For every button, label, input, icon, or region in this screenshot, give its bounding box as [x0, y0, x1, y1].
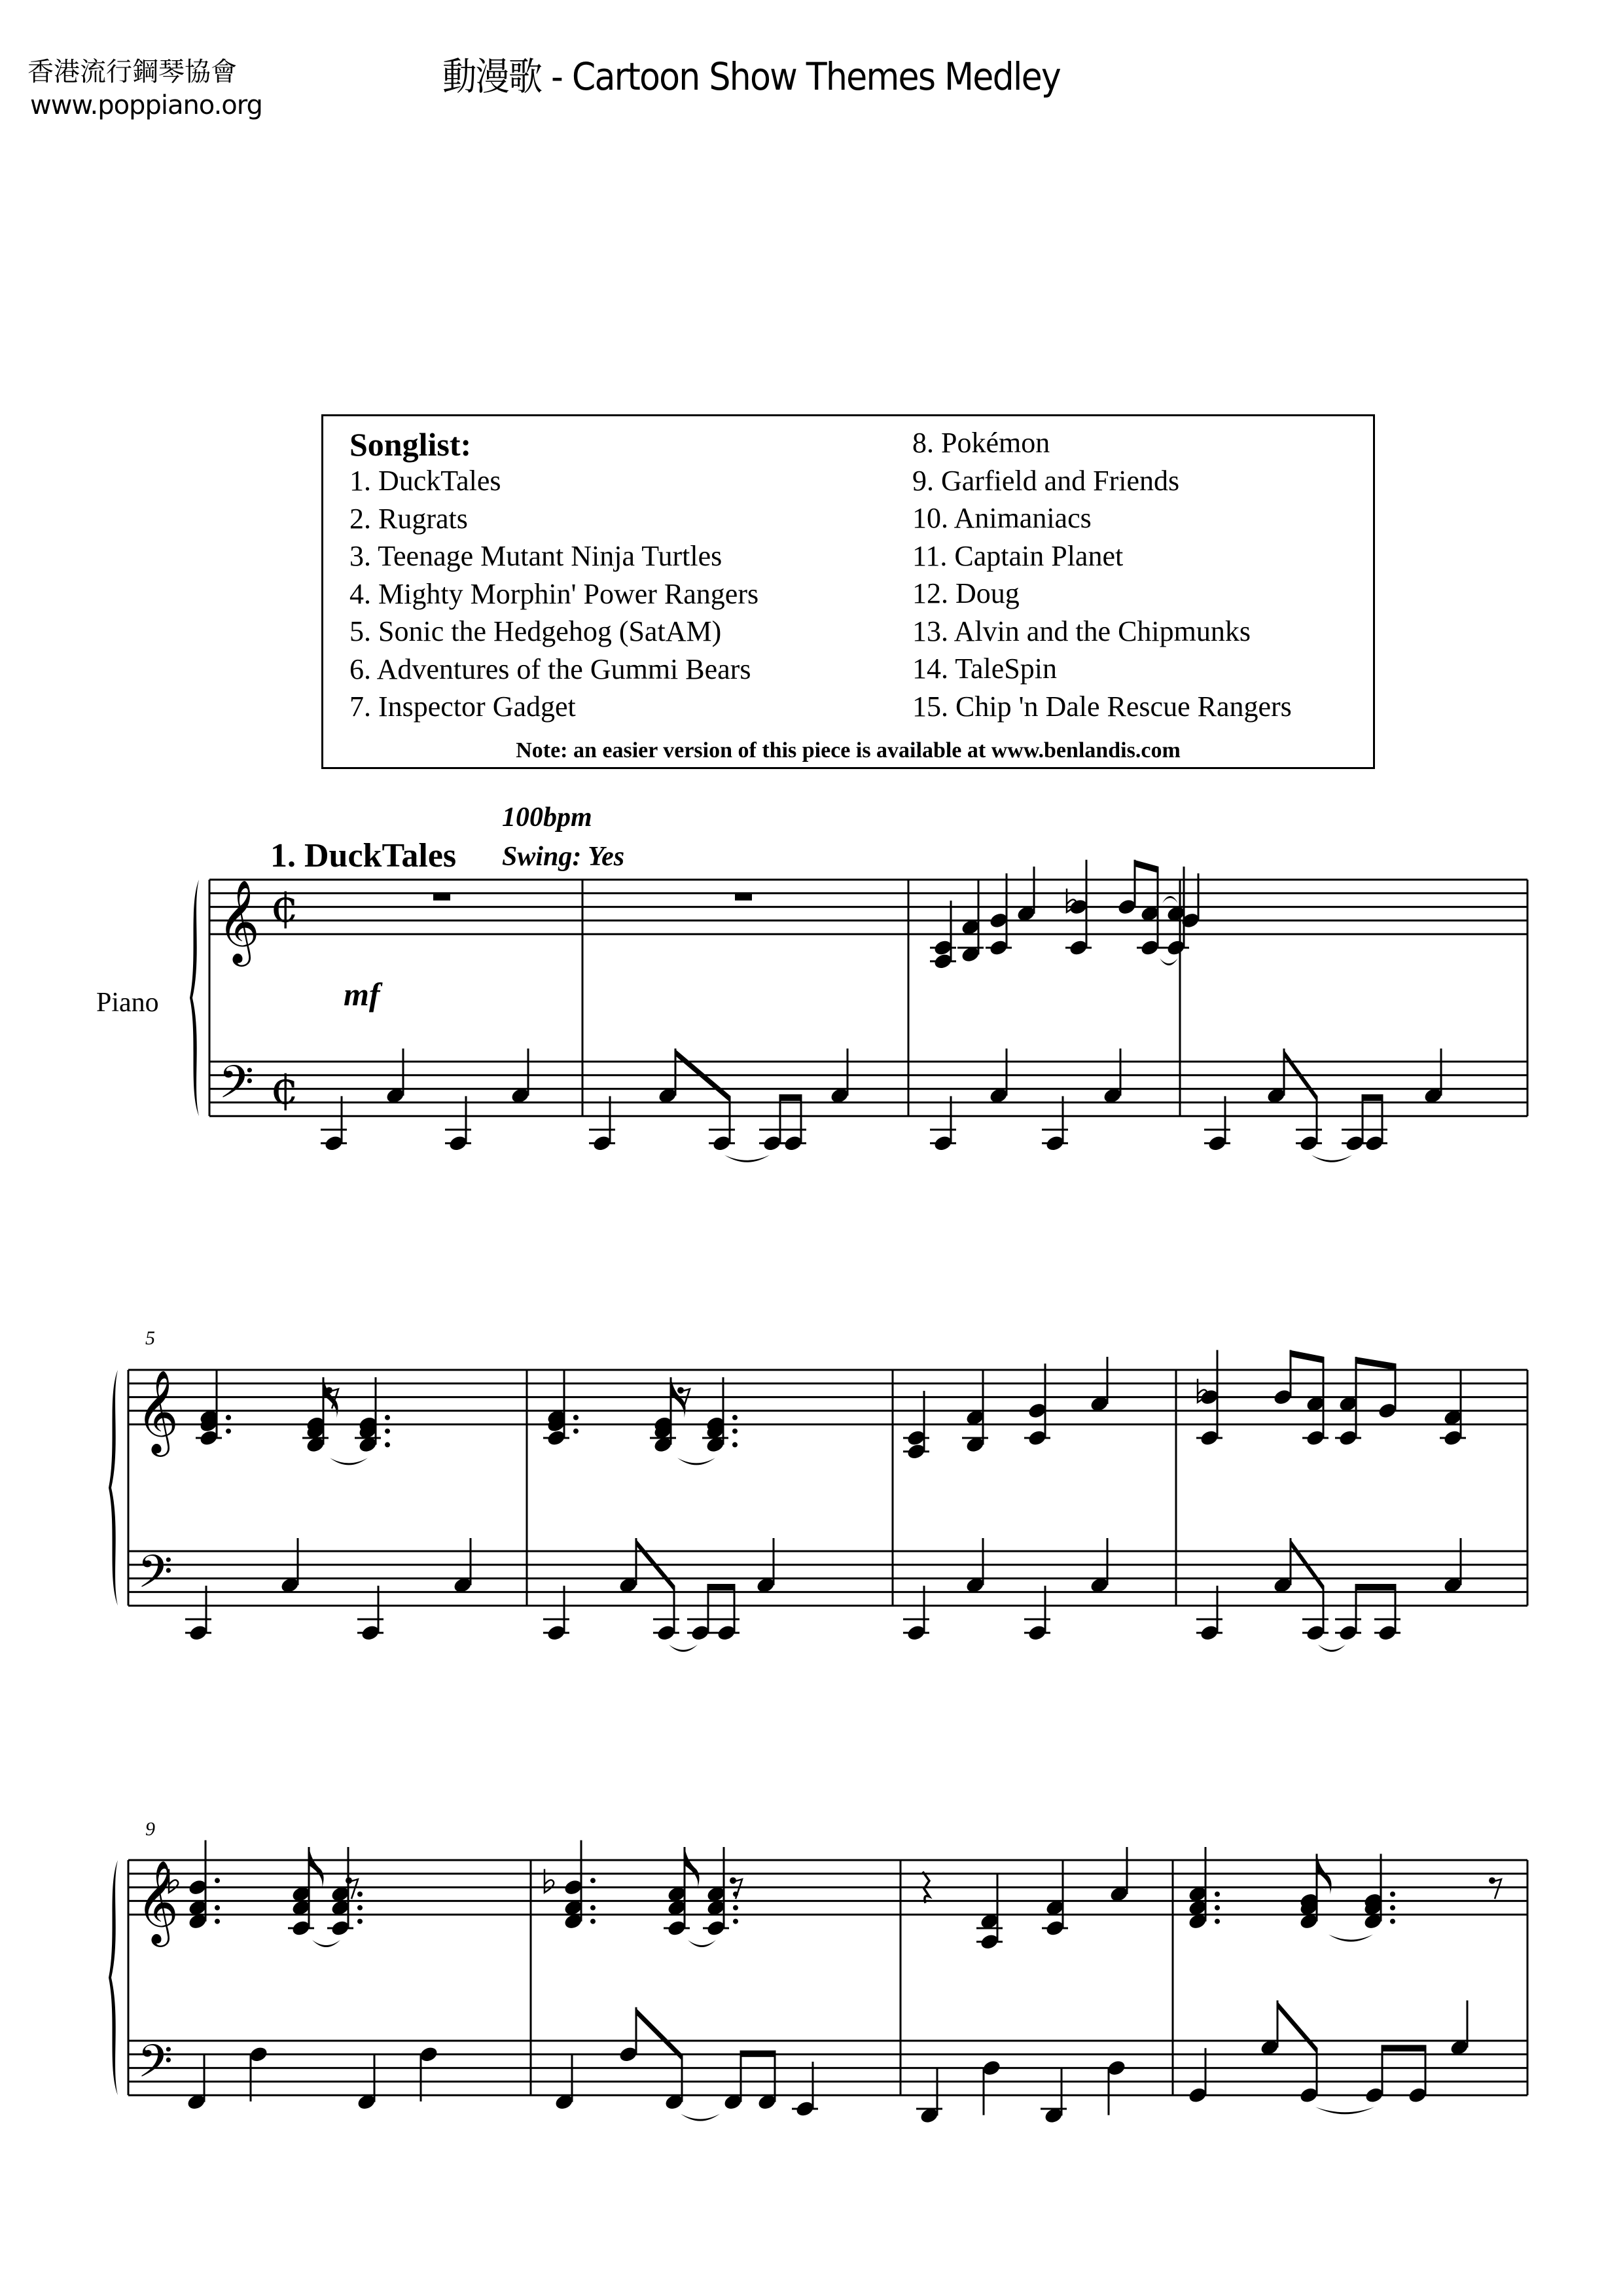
augmentation-dot	[1390, 1892, 1395, 1897]
songlist-item: 3. Teenage Mutant Ninja Turtles	[349, 540, 722, 572]
songlist-item: 13. Alvin and the Chipmunks	[912, 615, 1251, 647]
beam	[635, 2007, 683, 2062]
eighth-flag	[309, 1847, 324, 1888]
augmentation-dot	[357, 1919, 363, 1924]
beam	[1382, 2045, 1427, 2051]
whole-rest	[433, 893, 450, 901]
augmentation-dot	[1390, 1905, 1395, 1910]
beam	[1290, 1350, 1325, 1363]
augmentation-dot	[732, 1442, 738, 1447]
augmentation-dot	[733, 1905, 738, 1910]
beam	[1355, 1584, 1397, 1590]
bass-clef-icon: 𝄢	[137, 2034, 173, 2099]
measure-number: 9	[145, 1818, 155, 1840]
tie	[724, 1155, 770, 1162]
tie	[688, 1940, 716, 1947]
eighth-rest	[349, 1879, 358, 1899]
songlist-item: 15. Chip 'n Dale Rescue Rangers	[912, 690, 1292, 723]
augmentation-dot	[732, 1415, 738, 1420]
augmentation-dot	[215, 1878, 220, 1883]
treble-clef-icon: 𝄞	[136, 1369, 179, 1454]
augmentation-dot	[1215, 1905, 1220, 1910]
dynamic-marking: mf	[344, 976, 380, 1013]
beam	[740, 2051, 776, 2057]
augmentation-dot	[1215, 1892, 1220, 1897]
tie	[669, 1645, 698, 1652]
section-title: 1. DuckTales	[270, 837, 457, 874]
augmentation-dot	[385, 1429, 390, 1434]
measure-number: 5	[145, 1327, 155, 1349]
songlist-item: 8. Pokémon	[912, 427, 1050, 459]
songlist-note: Note: an easier version of this piece is available at www.benlandis.com	[516, 738, 1181, 762]
tempo-marking: 100bpm	[502, 802, 592, 833]
flat-accidental	[544, 1869, 554, 1893]
beam	[707, 1584, 736, 1590]
tie	[1329, 1935, 1373, 1942]
tie	[1315, 2107, 1374, 2114]
treble-clef-icon: 𝄞	[217, 879, 260, 963]
songlist-item: 6. Adventures of the Gummi Bears	[349, 653, 751, 685]
tie	[1160, 958, 1178, 965]
tie	[677, 1458, 715, 1465]
songlist-item: 12. Doug	[912, 577, 1020, 609]
treble-clef-icon: 𝄞	[136, 1859, 179, 1944]
songlist-item: 14. TaleSpin	[912, 653, 1057, 685]
songlist-item: 2. Rugrats	[349, 502, 468, 535]
beam	[1134, 860, 1159, 873]
eighth-rest	[1492, 1879, 1501, 1899]
songlist-item: 4. Mighty Morphin' Power Rangers	[349, 577, 759, 610]
songlist-heading: Songlist:	[349, 426, 472, 463]
augmentation-dot	[385, 1442, 390, 1447]
brace	[190, 880, 199, 1116]
songlist-item: 1. DuckTales	[349, 465, 501, 497]
songlist-item: 7. Inspector Gadget	[349, 691, 576, 723]
whole-rest	[735, 893, 752, 901]
eighth-flag	[685, 1847, 700, 1888]
tie	[312, 1940, 340, 1947]
brace	[109, 1860, 118, 2095]
org-name: 香港流行鋼琴協會	[27, 57, 237, 87]
augmentation-dot	[590, 1905, 596, 1910]
augmentation-dot	[215, 1905, 220, 1910]
bass-clef-icon: 𝄢	[219, 1055, 255, 1120]
songlist-item: 11. Captain Planet	[912, 539, 1124, 572]
beam	[1362, 1094, 1383, 1101]
augmentation-dot	[357, 1905, 363, 1910]
brace	[109, 1370, 118, 1605]
augmentation-dot	[573, 1415, 579, 1420]
tie	[1162, 896, 1178, 903]
beam	[779, 1094, 802, 1101]
augmentation-dot	[573, 1429, 579, 1434]
augmentation-dot	[357, 1892, 363, 1897]
swing-marking: Swing: Yes	[502, 842, 625, 872]
cut-time-icon: ¢	[270, 1061, 300, 1115]
tie	[330, 1458, 368, 1465]
cut-time-icon: ¢	[270, 879, 300, 933]
augmentation-dot	[385, 1415, 390, 1420]
songlist-item: 5. Sonic the Hedgehog (SatAM)	[349, 615, 722, 647]
tie	[1311, 1155, 1352, 1162]
augmentation-dot	[732, 1429, 738, 1434]
augmentation-dot	[1390, 1919, 1395, 1924]
augmentation-dot	[1215, 1919, 1220, 1924]
tie	[1318, 1645, 1346, 1652]
augmentation-dot	[215, 1919, 220, 1924]
instrument-label: Piano	[96, 988, 159, 1018]
augmentation-dot	[590, 1919, 596, 1924]
page-title: 動漫歌 - Cartoon Show Themes Medley	[442, 54, 1061, 99]
augmentation-dot	[590, 1878, 596, 1883]
beam	[1355, 1357, 1397, 1370]
tie	[681, 2114, 720, 2121]
augmentation-dot	[733, 1919, 738, 1924]
augmentation-dot	[226, 1429, 231, 1434]
songlist-item: 10. Animaniacs	[912, 502, 1092, 534]
songlist-item: 9. Garfield and Friends	[912, 464, 1180, 497]
augmentation-dot	[226, 1415, 231, 1420]
beam	[1277, 2000, 1318, 2054]
org-url: www.poppiano.org	[30, 90, 262, 120]
bass-clef-icon: 𝄢	[137, 1545, 173, 1609]
